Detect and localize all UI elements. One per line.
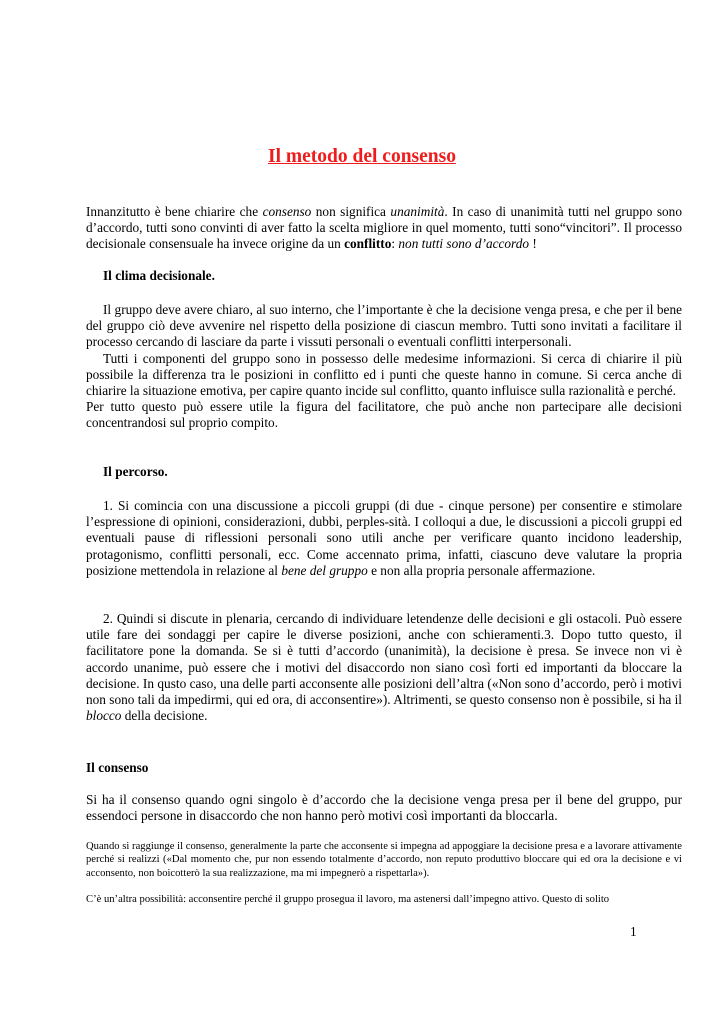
- section-percorso-step2: 2. Quindi si discute in plenaria, cercando di individuare letendenze delle decisioni e gli ostacoli. Può essere utile fare dei sondaggi per capire le diverse posizioni, anche con schieramenti.3. Dopo tutto questo, il facilitatore pone la domanda. Se si è tutti d’accordo (unanimità), la decisione è presa. Se invece non vi è accordo unanime, può essere che i motivi del disaccordo non siano così forti ed importanti da bloccare la decisione. In qusto caso, una delle parti acconsente alle posizioni dell’altra («Non sono d’accordo, però i motivi non sono tali da impedirmi, qui ed ora, di acconsentire»). Altrimenti, se questo consenso non è possibile, si ha il blocco della decisione.: [86, 611, 682, 724]
- term-bene-del-gruppo: bene del gruppo: [281, 562, 368, 578]
- term-non-tutti: non tutti sono d’accordo: [398, 236, 530, 252]
- term-unanimita: unanimità: [390, 204, 445, 219]
- section-percorso-step1: 1. Si comincia con una discussione a piccoli gruppi (di due - cinque persone) per consentire e stimolare l’espressione di opinioni, considerazioni, dubbi, perples-sità. I colloqui a due, le discussioni a piccoli gruppi ed eventuali pause di riflessioni personali sono utili anche per verificare quanto incidono leadership, protagonismo, conflitti personali, ecc. Come accennato prima, infatti, ciascuno deve valutare la propria posizione mettendola in relazione al bene del gruppo e non alla propria personale affermazione.: [86, 498, 682, 578]
- section-clima-body: [86, 302, 682, 432]
- page-title: Il metodo del consenso: [268, 146, 456, 167]
- consenso-paragraph-2: Quando si raggiunge il consenso, generalmente la parte che acconsente si impegna ad appoggiare la decisione presa e a lavorare attivamente perché si realizzi («Dal momento che, pur non essendo totalmente d’accordo, non reputo produttivo bloccare qui ed ora la decisione e vi acconsento, non boicotterò la sua realizzazione, ma mi impegnerò a rispettarla»).: [86, 841, 682, 879]
- section-heading-clima: Il clima decisionale.: [103, 268, 215, 283]
- paragraph: Tutti i componenti del gruppo sono in possesso delle medesime informazioni. Si cerca di chiarire il più possibile la differenza tra le posizioni in conflitto ed i punti che queste hanno in comune. Si cerca anche di chiarire la situazione emotiva, per capire quanto incide sul conflitto, quanto influisce sulla razionalità e perché.: [86, 350, 682, 399]
- term-conflitto: conflitto: [344, 236, 392, 252]
- paragraph: Per tutto questo può essere utile la figura del facilitatore, che può anche non partecipare alle decisioni concentrandosi sul proprio compito.: [86, 399, 682, 431]
- consenso-paragraph-3: C’è un’altra possibilità: acconsentire perché il gruppo prosegua il lavoro, ma astenersi dall’impegno attivo. Questo di solito: [86, 894, 610, 905]
- paragraph: Il gruppo deve avere chiaro, al suo interno, che l’importante è che la decisione venga presa, e che per il bene del gruppo ciò deve avvenire nel rispetto della posizione di ciascun membro. Tutti sono invitati a facilitare il processo cercando di lasciare da parte i vissuti personali o eventuali conflitti interpersonali.: [86, 302, 682, 350]
- section-heading-percorso: Il percorso.: [103, 464, 168, 479]
- term-blocco: blocco: [86, 708, 122, 724]
- consenso-paragraph-1: Si ha il consenso quando ogni singolo è d’accordo che la decisione venga presa per il bene del gruppo, pur essendoci persone in disaccordo che non hanno però motivi così importanti da bloccarla.: [86, 792, 682, 824]
- term-consenso: consenso: [262, 204, 312, 219]
- intro-paragraph: Innanzitutto è bene chiarire che consenso non significa unanimità. In caso di unanimità tutti nel gruppo sono d’accordo, tutti sono convinti di aver fatto la scelta migliore in quel momento, tutti sono“vincitori”. Il processo decisionale consensuale ha invece origine da un conflitto: non tutti sono d’accordo !: [86, 204, 682, 252]
- section-heading-consenso: Il consenso: [86, 760, 149, 775]
- page-number: 1: [630, 924, 637, 939]
